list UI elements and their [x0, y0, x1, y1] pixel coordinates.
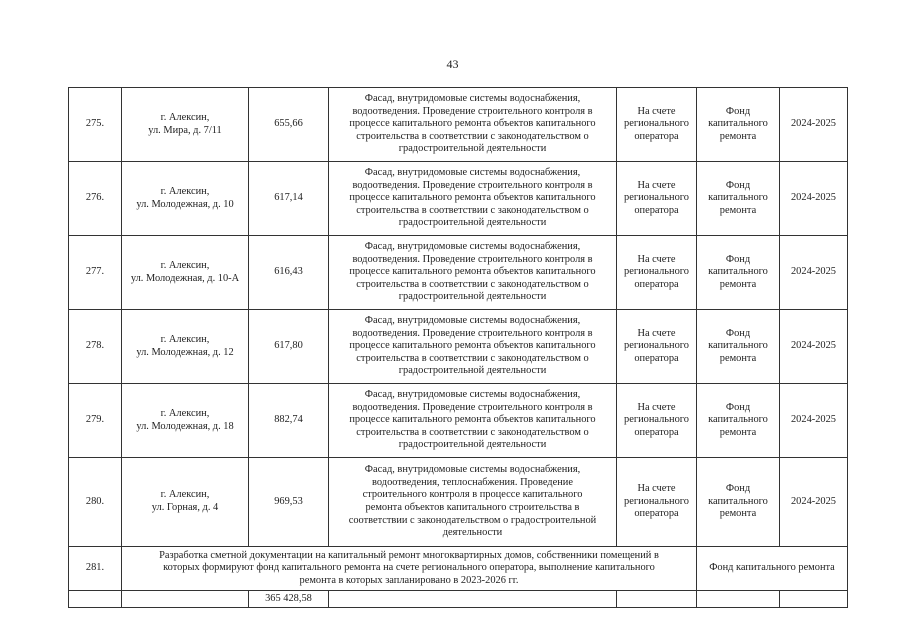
- text-line: регионального: [624, 266, 689, 278]
- empty-cell: [122, 591, 249, 608]
- work-description-cell: [329, 310, 617, 384]
- period-value: 2024-2025: [790, 414, 837, 426]
- row-number: [69, 310, 122, 384]
- text-line: Фасад, внутридомовые системы водоснабжения,: [364, 241, 581, 253]
- payer-cell: [617, 236, 697, 310]
- text-line: Фонд: [725, 401, 751, 413]
- text-line: Фонд: [725, 253, 751, 265]
- period-cell: [780, 384, 848, 458]
- address-cell: [122, 310, 249, 384]
- text-line: водоотведения. Проведение строительного контроля в: [352, 253, 593, 265]
- address-city: г. Алексин,: [160, 259, 210, 271]
- text-line: ремонта: [719, 508, 757, 520]
- text-line: процессе капитального ремонта объектов капитального: [349, 266, 596, 278]
- text-line: процессе капитального ремонта объектов капитального: [349, 118, 596, 130]
- payer-cell: [617, 162, 697, 236]
- text-line: градостроительной деятельности: [398, 365, 547, 377]
- text-line: Фонд: [725, 483, 751, 495]
- estimate-description-cell: [122, 547, 697, 591]
- text-line: Фонд: [725, 327, 751, 339]
- text-line: ремонта: [719, 352, 757, 364]
- empty-cell: [780, 591, 848, 608]
- text-line: оператора: [634, 352, 679, 364]
- table-row: [69, 88, 848, 162]
- text-line: водоотведения. Проведение строительного контроля в: [352, 179, 593, 191]
- text-line: процессе капитального ремонта объектов капитального: [349, 192, 596, 204]
- text-line: регионального: [624, 414, 689, 426]
- address-cell: [122, 88, 249, 162]
- payer-cell: [617, 384, 697, 458]
- text-line: ремонта: [719, 278, 757, 290]
- page-number: 43: [446, 57, 459, 71]
- text-line: водоотведения, теплоснабжения. Проведение: [372, 476, 573, 488]
- text-line: капитального: [708, 495, 768, 507]
- text-line: строительства в соответствии с законодательством о: [356, 130, 589, 142]
- text-line: Фасад, внутридомовые системы водоснабжения,: [364, 464, 581, 476]
- table-row: [69, 384, 848, 458]
- empty-cell: [329, 591, 617, 608]
- text-line: оператора: [634, 130, 679, 142]
- text-line: процессе капитального ремонта объектов капитального: [349, 340, 596, 352]
- total-cell: [249, 591, 329, 608]
- text-line: ремонта: [719, 204, 757, 216]
- address-cell: [122, 458, 249, 547]
- total-row: [69, 591, 848, 608]
- text-line: оператора: [634, 278, 679, 290]
- text-line: На счете: [637, 179, 676, 191]
- row-number: [69, 458, 122, 547]
- text-line: процессе капитального ремонта объектов капитального: [349, 414, 596, 426]
- cost-cell: [249, 310, 329, 384]
- fund-text: Фонд капитального ремонта: [709, 562, 835, 574]
- row-number: [69, 547, 122, 591]
- address-city: г. Алексин,: [160, 407, 210, 419]
- text-line: строительства в соответствии с законодательством о: [356, 426, 589, 438]
- table-body: [69, 88, 848, 608]
- address-cell: [122, 236, 249, 310]
- text-line: регионального: [624, 192, 689, 204]
- period-cell: [780, 236, 848, 310]
- fund-cell: [697, 384, 780, 458]
- text-line: Фонд: [725, 105, 751, 117]
- text-line: Фасад, внутридомовые системы водоснабжения,: [364, 315, 581, 327]
- text-line: строительства в соответствии с законодательством о: [356, 352, 589, 364]
- address-city: г. Алексин,: [160, 185, 210, 197]
- row-number-text: 278.: [85, 340, 105, 352]
- text-line: ремонта объектов капитального строительства в: [365, 502, 580, 513]
- address-cell: [122, 162, 249, 236]
- cost-cell: [249, 162, 329, 236]
- fund-cell: [697, 547, 848, 591]
- payer-cell: [617, 458, 697, 547]
- work-description-cell: [329, 458, 617, 547]
- row-number: [69, 88, 122, 162]
- fund-cell: [697, 310, 780, 384]
- text-line: регионального: [624, 118, 689, 130]
- period-value: 2024-2025: [790, 340, 837, 352]
- row-number-text: 277.: [85, 266, 105, 278]
- text-line: Фасад, внутридомовые системы водоснабжения,: [364, 93, 581, 105]
- work-description-cell: [329, 384, 617, 458]
- period-cell: [780, 310, 848, 384]
- cost-value: 969,53: [274, 495, 303, 507]
- text-line: Фасад, внутридомовые системы водоснабжения,: [364, 167, 581, 179]
- text-line: деятельности: [442, 527, 503, 539]
- cost-value: 616,43: [274, 266, 303, 278]
- text-line: строительства в соответствии с законодательством о: [356, 204, 589, 216]
- row-number-text: 275.: [85, 118, 105, 130]
- text-line: регионального: [624, 340, 689, 352]
- text-line: оператора: [634, 508, 679, 520]
- row-number: [69, 236, 122, 310]
- text-line: На счете: [637, 483, 676, 495]
- total-value: 365 428,58: [265, 592, 312, 604]
- address-street: ул. Горная, д. 4: [151, 502, 219, 513]
- text-line: оператора: [634, 426, 679, 438]
- address-street: ул. Молодежная, д. 10-А: [130, 272, 240, 284]
- cost-value: 882,74: [274, 414, 303, 426]
- address-street: ул. Молодежная, д. 10: [136, 198, 234, 210]
- cost-value: 617,14: [274, 192, 303, 204]
- period-value: 2024-2025: [790, 495, 837, 507]
- work-description-cell: [329, 88, 617, 162]
- period-cell: [780, 88, 848, 162]
- text-line: На счете: [637, 327, 676, 339]
- row-number-text: 276.: [85, 192, 105, 204]
- capital-repair-table: [68, 87, 848, 608]
- text-line: водоотведения. Проведение строительного контроля в: [352, 401, 593, 413]
- text-line: соответствии с законодательством о градостроительной: [348, 514, 597, 526]
- payer-cell: [617, 88, 697, 162]
- fund-cell: [697, 236, 780, 310]
- address-city: г. Алексин,: [160, 489, 210, 501]
- address-street: ул. Молодежная, д. 18: [136, 420, 234, 432]
- text-line: На счете: [637, 401, 676, 413]
- payer-cell: [617, 310, 697, 384]
- text-line: Разработка сметной документации на капитальный ремонт многоквартирных домов, собственники помещений в: [159, 549, 659, 561]
- text-line: капитального: [708, 192, 768, 204]
- table-row: [69, 547, 848, 591]
- row-number-text: 281.: [85, 562, 105, 574]
- text-line: градостроительной деятельности: [398, 439, 547, 451]
- empty-cell: [69, 591, 122, 608]
- address-city: г. Алексин,: [160, 333, 210, 345]
- text-line: капитального: [708, 414, 768, 426]
- row-number-text: 279.: [85, 414, 105, 426]
- table-row: [69, 162, 848, 236]
- empty-cell: [617, 591, 697, 608]
- cost-value: 655,66: [274, 118, 303, 130]
- text-line: градостроительной деятельности: [398, 217, 547, 229]
- period-value: 2024-2025: [790, 192, 837, 204]
- fund-cell: [697, 88, 780, 162]
- period-cell: [780, 458, 848, 547]
- cost-cell: [249, 458, 329, 547]
- row-number: [69, 162, 122, 236]
- text-line: капитального: [708, 118, 768, 130]
- text-line: Фасад, внутридомовые системы водоснабжения,: [364, 389, 581, 401]
- table-row: [69, 310, 848, 384]
- text-line: Фонд: [725, 179, 751, 191]
- period-value: 2024-2025: [790, 266, 837, 278]
- period-value: 2024-2025: [790, 118, 837, 130]
- row-number-text: 280.: [85, 495, 105, 507]
- text-line: строительства в соответствии с законодательством о: [356, 278, 589, 290]
- work-description-cell: [329, 162, 617, 236]
- row-number: [69, 384, 122, 458]
- text-line: капитального: [708, 266, 768, 278]
- text-line: На счете: [637, 253, 676, 265]
- text-line: градостроительной деятельности: [398, 143, 547, 155]
- address-street: ул. Мира, д. 7/11: [148, 124, 222, 136]
- cost-cell: [249, 88, 329, 162]
- period-cell: [780, 162, 848, 236]
- cost-cell: [249, 236, 329, 310]
- fund-cell: [697, 458, 780, 547]
- fund-cell: [697, 162, 780, 236]
- cost-cell: [249, 384, 329, 458]
- text-line: строительного контроля в процессе капитального: [362, 489, 583, 501]
- text-line: ремонта: [719, 426, 757, 438]
- text-line: градостроительной деятельности: [398, 291, 547, 303]
- text-line: водоотведения. Проведение строительного контроля в: [352, 327, 593, 339]
- text-line: На счете: [637, 105, 676, 117]
- address-city: г. Алексин,: [160, 111, 210, 123]
- text-line: ремонта: [719, 130, 757, 142]
- table-row: [69, 236, 848, 310]
- text-line: капитального: [708, 340, 768, 352]
- work-description-cell: [329, 236, 617, 310]
- text-line: водоотведения. Проведение строительного контроля в: [352, 105, 593, 117]
- empty-cell: [697, 591, 780, 608]
- address-street: ул. Молодежная, д. 12: [136, 346, 234, 358]
- text-line: ремонта в которых запланировано в 2023-2026 гг.: [299, 574, 519, 586]
- table-row: [69, 458, 848, 547]
- text-line: которых формируют фонд капитального ремонта на счете регионального оператора, выполнение капитального: [163, 562, 655, 574]
- address-cell: [122, 384, 249, 458]
- text-line: оператора: [634, 204, 679, 216]
- text-line: регионального: [624, 495, 689, 507]
- cost-value: 617,80: [274, 340, 303, 352]
